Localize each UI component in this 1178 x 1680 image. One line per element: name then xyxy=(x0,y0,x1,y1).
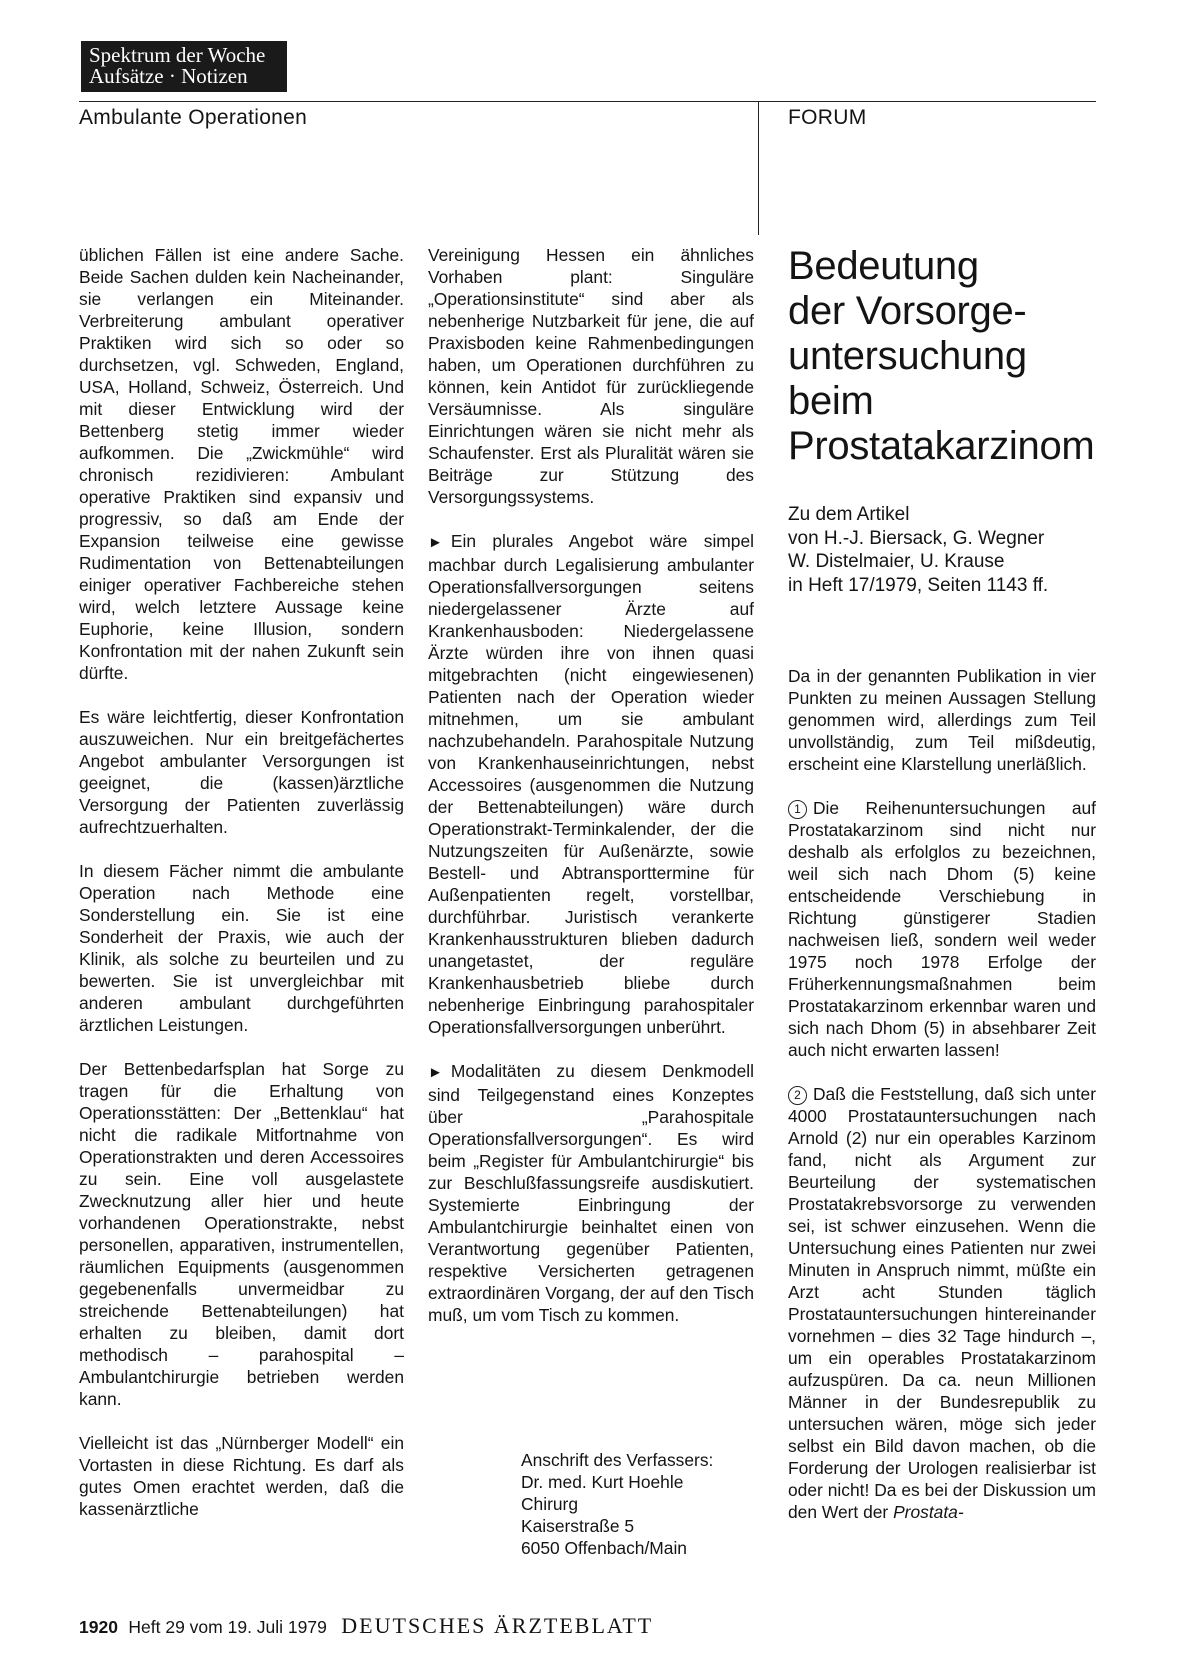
article-column-1 xyxy=(79,244,404,1542)
paragraph: Da in der genannten Publikation in vier Punkten zu meinen Aussagen Stellung genommen wird, allerdings zum Teil unvollständig, zum Teil mißdeutig, erscheint eine Klarstellung unerläßlich. xyxy=(788,666,1096,774)
headline-line: untersuchung xyxy=(788,334,1027,378)
headline-line: der Vorsorge- xyxy=(788,289,1027,333)
header-line-aufsaetze: Aufsätze · Notizen xyxy=(89,64,248,88)
address-city: 6050 Offenbach/Main xyxy=(521,1538,687,1558)
page-number: 1920 xyxy=(79,1617,118,1637)
article-headline xyxy=(788,244,1108,469)
section-title-right: FORUM xyxy=(788,106,867,129)
circled-number-icon: 1 xyxy=(788,800,807,819)
column-divider xyxy=(758,101,759,235)
paragraph: In diesem Fächer nimmt die ambulante Operation nach Methode eine Sonderstellung ein. Sie ist eine Sonderheit der Praxis, wie auch der Klinik, als solche zu beurteilen und zu bewerten. Sie ist unvergleichbar mit anderen ambulant durchgeführten ärztlichen Leistungen. xyxy=(79,861,404,1035)
header-line-spektrum: Spektrum der Woche xyxy=(89,43,266,67)
paragraph: Vielleicht ist das „Nürnberger Modell“ ein Vortasten in diese Richtung. Es darf als gutes Omen erachtet werden, daß die kassenärztliche xyxy=(79,1433,404,1519)
author-profession: Chirurg xyxy=(521,1494,579,1514)
paragraph: Der Bettenbedarfsplan hat Sorge zu tragen für die Erhaltung von Operationsstätten: Der „Bettenklau“ hat nicht die radikale Mitfortnahme von Operationstrakten und deren Accessoires zu sein. Eine voll ausgelastete Zwecknutzung aller hier und heute vorhandenen Operationstrakte, nebst personellen, apparativen, instrumentellen, räumlichen Equipments (ausgenommen gegebenenfalls unvermeidbar zu streichende Bettenabteilungen) hat erhalten zu bleiben, damit dort methodisch – parahospital – Ambulantchirurgie betrieben werden kann. xyxy=(79,1059,404,1409)
issue-info: Heft 29 vom 19. Juli 1979 xyxy=(128,1617,327,1637)
paragraph-text: Daß die Feststellung, daß sich unter 4000 Prostatauntersuchungen nach Arnold (2) nur ein operables Karzinom fand, nicht als Argument zur Beurteilung der systematischen Prostatakrebsvorsorge zu verwenden sei, ist schwer einzusehen. Wenn die Untersuchung eines Patienten nur zwei Minuten in Anspruch nimmt, müßte ein Arzt acht Stunden täglich Prostatauntersuchungen hintereinander vornehmen – dies 32 Tage hindurch –, um ein operables Prostatakarzinom aufzuspüren. Da ca. neun Millionen Männer in der Bundesrepublik zu untersuchen wären, möge sich jeder selbst ein Bild davon machen, ob die Forderung der Urologen realisierbar ist oder nicht! Da es bei der Diskussion um den Wert der xyxy=(788,1084,1096,1522)
triangle-bullet-icon: ► xyxy=(428,1064,443,1081)
headline-line: Prostatakarzinom xyxy=(788,424,1095,468)
paragraph-numbered xyxy=(788,1083,1096,1523)
paragraph: üblichen Fällen ist eine andere Sache. Beide Sachen dulden kein Nacheinander, sie verlangen ein Miteinander. Verbreiterung ambulant operativer Praktiken wird sich so oder so durchsetzen, vgl. Schweden, England, USA, Holland, Schweiz, Österreich. Und mit dieser Entwicklung wird der Bettenberg stetig immer wieder aufkommen. Die „Zwickmühle“ wird chronisch rezidivieren: Ambulant operative Praktiken sind expansiv und progressiv, so daß am Ende der Expansion teilweise eine gewisse Rudimentation von Bettenabteilungen einiger operativer Fachbereiche stehen wird, welch letztere Aussage keine Euphorie, keine Illusion, sondern Konfrontation mit der nahen Zukunft sein dürfte. xyxy=(79,245,404,683)
reference-line: von H.-J. Biersack, G. Wegner xyxy=(788,527,1045,549)
author-address xyxy=(521,1449,713,1559)
paragraph-text: Modalitäten zu diesem Denkmodell sind Teilgegenstand eines Konzeptes über „Parahospitale Operationsfallversorgungen“. Es wird beim „Register für Ambulantchirurgie“ bis zur Beschlußfassungsreife ausdiskutiert. Systemierte Einbringung der Ambulantchirurgie beinhaltet einen von Verantwortung gegenüber Patienten, respektive Versicherten getragenen extraordinären Vorgang, der auf den Tisch muß, um vom Tisch zu kommen. xyxy=(428,1061,754,1325)
address-label: Anschrift des Verfassers: xyxy=(521,1450,714,1470)
article-column-3 xyxy=(788,665,1096,1545)
reference-line: Zu dem Artikel xyxy=(788,504,910,525)
author-name: Dr. med. Kurt Hoehle xyxy=(521,1472,684,1492)
headline-line: beim xyxy=(788,379,874,423)
page-footer xyxy=(79,1613,653,1639)
top-rule xyxy=(79,101,1096,102)
triangle-bullet-icon: ► xyxy=(428,534,443,551)
journal-title: DEUTSCHES ÄRZTEBLATT xyxy=(341,1613,654,1638)
reference-line: W. Distelmaier, U. Krause xyxy=(788,551,1005,572)
paragraph-text: Die Reihenuntersuchungen auf Prostatakarzinom sind nicht nur deshalb als erfolglos zu bezeichnen, weil sich nach Dhom (5) keine entscheidende Verschiebung in Richtung günstigerer Stadien nachweisen ließ, sondern weil weder 1975 noch 1978 Erfolge der Früherkennungsmaßnahmen beim Prostatakarzinom erkennbar waren und sich nach Dhom (5) in absehbarer Zeit auch nicht erwarten lassen! xyxy=(788,798,1096,1060)
paragraph-bulleted xyxy=(428,530,754,1038)
headline-line: Bedeutung xyxy=(788,244,979,288)
italic-word: Prostata- xyxy=(893,1502,964,1522)
article-reference xyxy=(788,503,1098,597)
paragraph-numbered xyxy=(788,797,1096,1061)
section-header-box xyxy=(81,41,287,92)
paragraph-text: Ein plurales Angebot wäre simpel machbar durch Legalisierung ambulanter Operationsfallversorgungen seitens niedergelassener Ärzte auf Krankenhausboden: Niedergelassene Ärzte würden ihre von ihnen quasi mitgebrachten (nicht eingewiesenen) Patienten nach der Operation wieder mitnehmen, um sie ambulant nachzubehandeln. Parahospitale Nutzung von Krankenhauseinrichtungen, nebst Accessoires (ausgenommen die Nutzung der Bettenabteilungen) wäre durch Operationstrakt-Terminkalender, der die Nutzungszeiten für Außenärzte, sowie Bestell- und Abtransporttermine für Außenpatienten regelt, vorstellbar, durchführbar. Juristisch verankerte Krankenhausstrukturen blieben dadurch unangetastet, der reguläre Krankenhausbetrieb bliebe durch nebenherige Einbringung parahospitaler Operationsfallversorgungen unberührt. xyxy=(428,531,754,1037)
paragraph: Es wäre leichtfertig, dieser Konfrontation auszuweichen. Nur ein breitgefächertes Angebot ambulanter Versorgungen ist geeignet, die (kassen)ärztliche Versorgung der Patienten zuverlässig aufrechtzuerhalten. xyxy=(79,707,404,837)
circled-number-icon: 2 xyxy=(788,1086,807,1105)
section-title-left: Ambulante Operationen xyxy=(79,106,308,129)
article-column-2 xyxy=(428,244,754,1348)
address-street: Kaiserstraße 5 xyxy=(521,1516,635,1536)
paragraph: Vereinigung Hessen ein ähnliches Vorhaben plant: Singuläre „Operationsinstitute“ sind aber als nebenherige Nutzbarkeit für jene, die auf Praxisboden keine Rahmenbedingungen haben, um Operationen durchführen zu können, kein Antidot für zurückliegende Versäumnisse. Als singuläre Einrichtungen wären sie nicht mehr als Schaufenster. Erst als Pluralität wären sie Beiträge zur Stützung des Versorgungssystems. xyxy=(428,245,754,507)
reference-line: in Heft 17/1979, Seiten 1143 ff. xyxy=(788,574,1049,596)
paragraph-bulleted xyxy=(428,1060,754,1326)
